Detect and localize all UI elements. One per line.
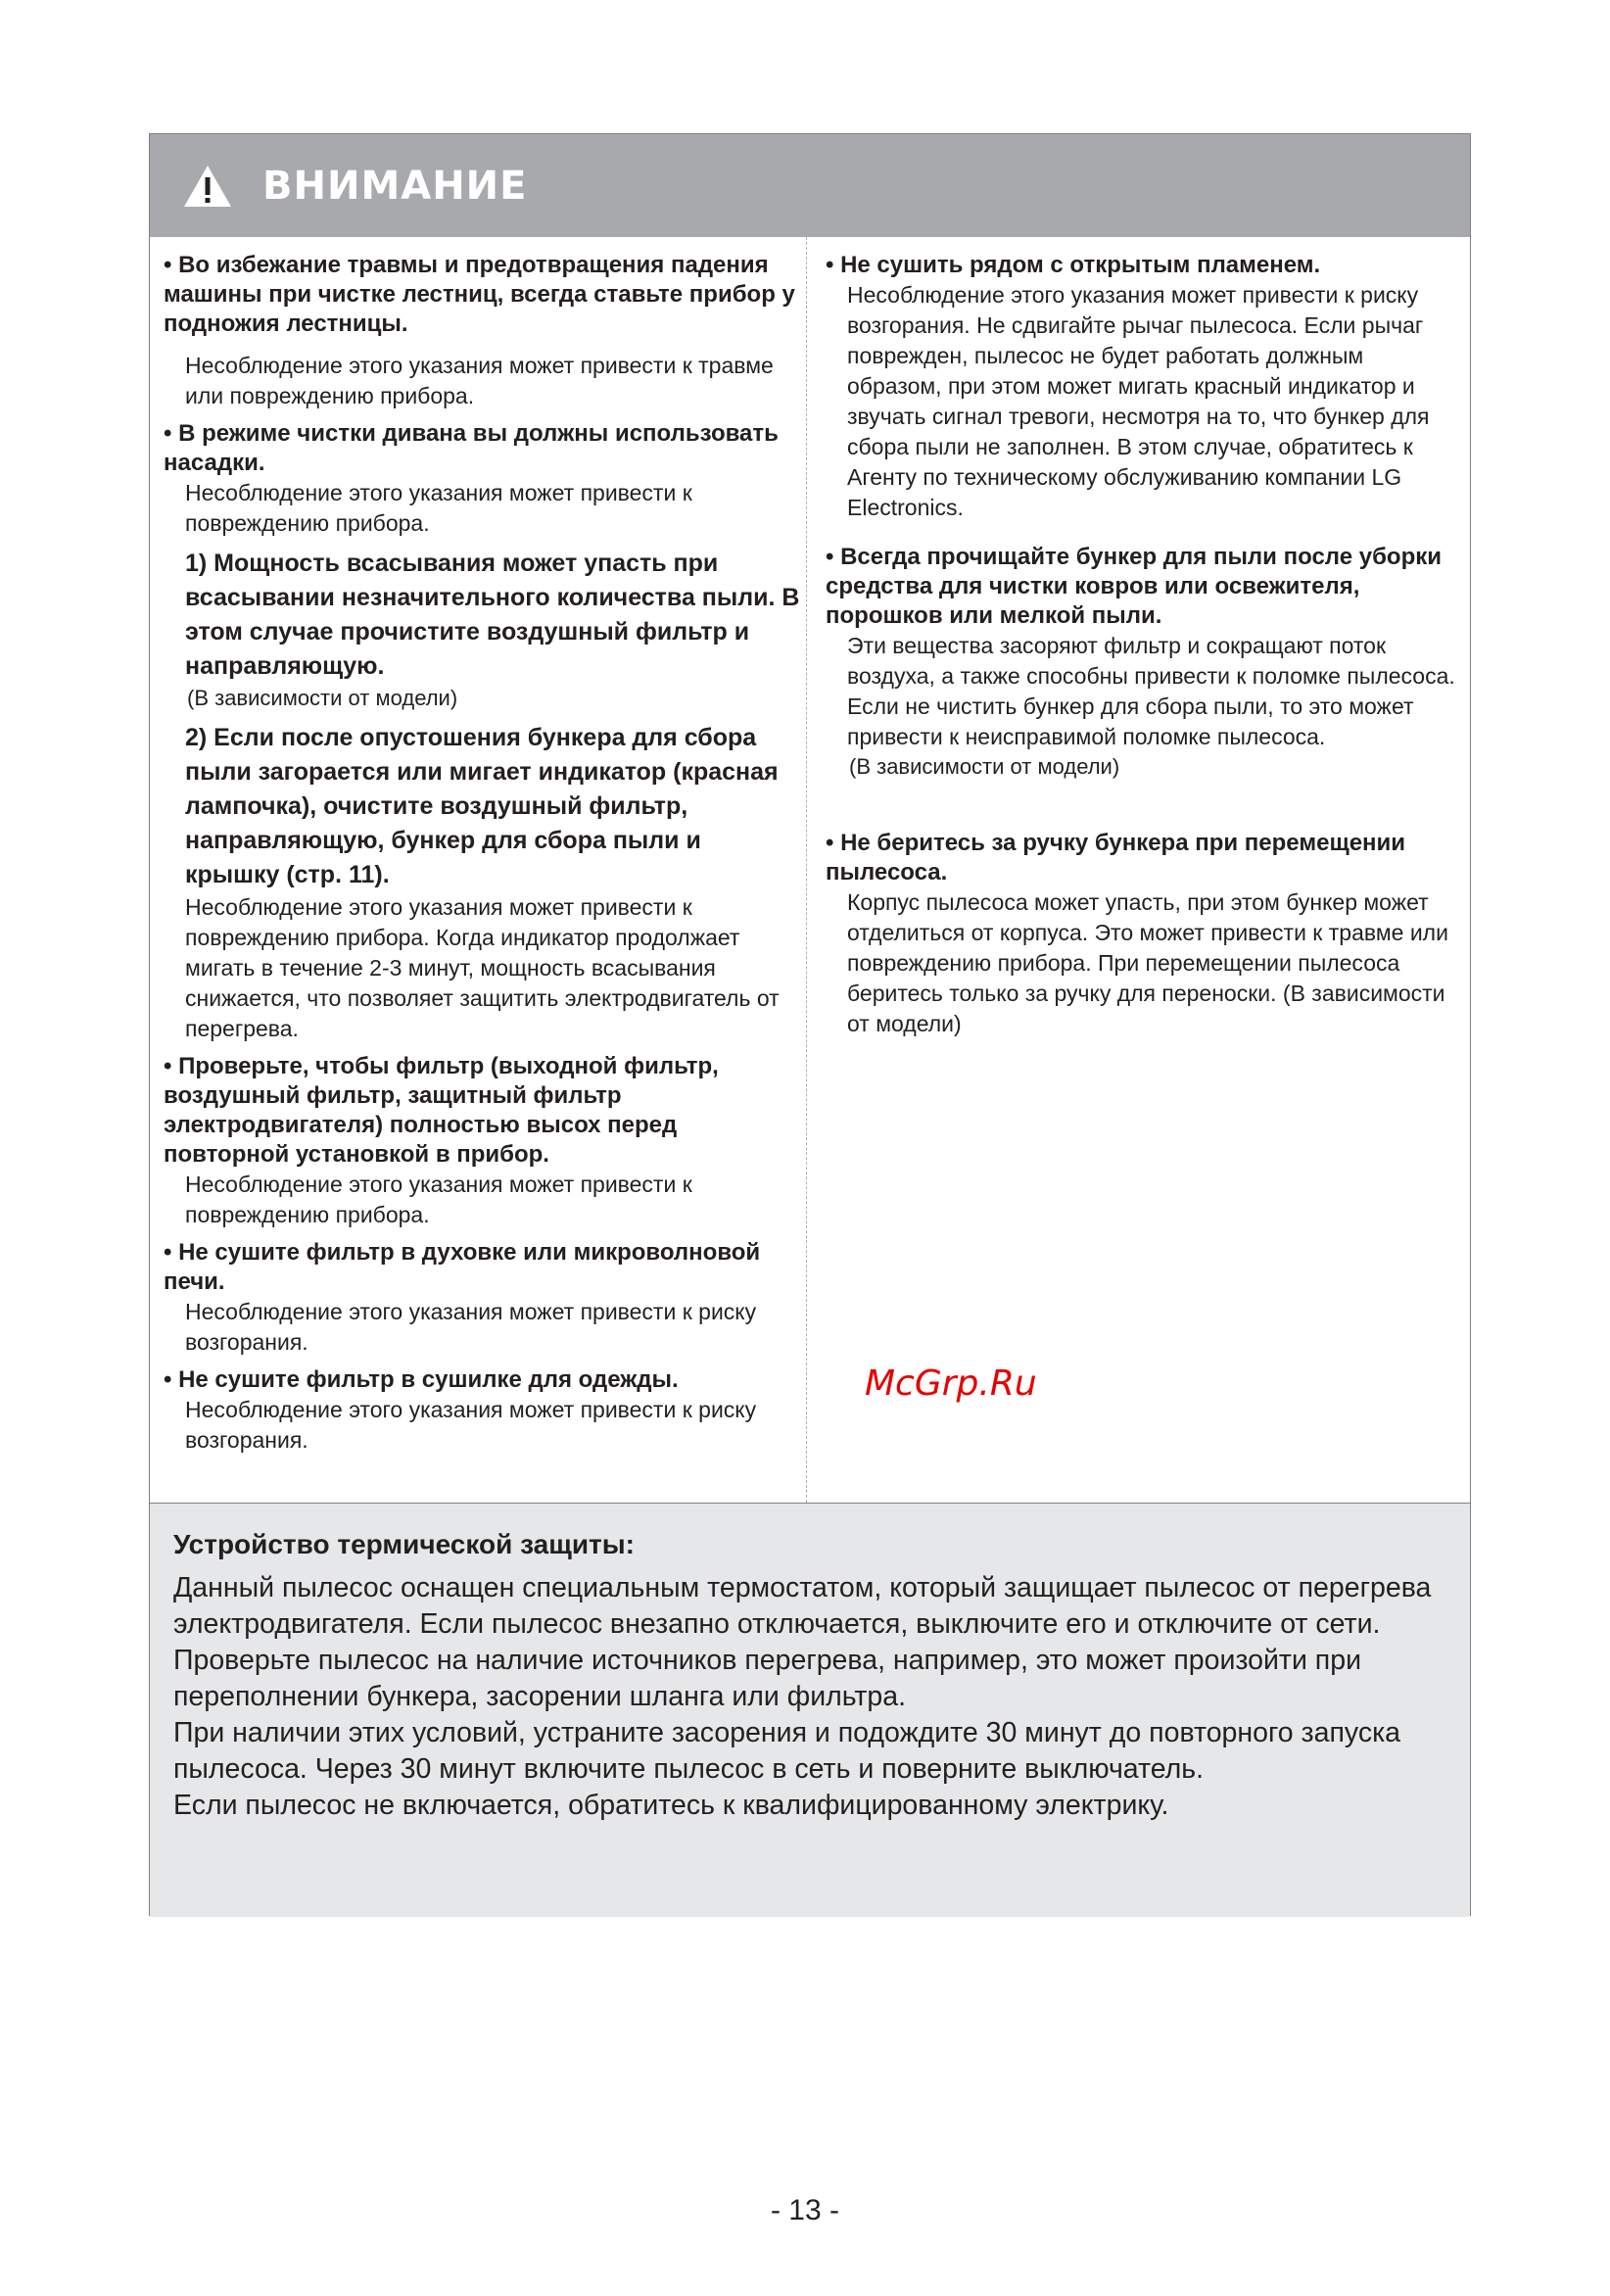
item-text: Эти вещества засоряют фильтр и сокращают поток воздуха, а также способны привести к поломке пылесоса. Если не чистить бункер для сбора пыли, то это может привести к неисправимой поломке пылесоса. (847, 633, 1455, 749)
warning-triangle-icon (182, 164, 233, 209)
model-note: (В зависимости от модели) (849, 754, 1120, 779)
numbered-item (164, 721, 800, 1044)
list-item (826, 251, 1462, 523)
item-heading: • Не беритесь за ручку бункера при перемещении пылесоса. (826, 830, 1406, 885)
item-heading: • Не сушить рядом с открытым пламенем. (826, 252, 1321, 278)
list-item (164, 1365, 800, 1456)
right-column (826, 251, 1462, 1047)
warning-frame (149, 133, 1471, 1916)
warning-header (150, 134, 1470, 237)
list-item (826, 543, 1462, 782)
item-text: Несоблюдение этого указания может привести к повреждению прибора. (185, 1172, 692, 1227)
item-heading: • Проверьте, чтобы фильтр (выходной фильтр, воздушный фильтр, защитный фильтр электродвигателя) полностью высох перед повторной установкой в прибор. (164, 1053, 719, 1168)
list-item (164, 419, 800, 539)
warning-body (150, 237, 1470, 1503)
list-item (164, 1052, 800, 1230)
item-heading: • Не сушите фильтр в сушилке для одежды. (164, 1366, 679, 1393)
list-item (164, 251, 800, 411)
thermal-title: Устройство термической защиты: (173, 1529, 635, 1559)
list-item (826, 829, 1462, 1039)
thermal-paragraph: Если пылесос не включается, обратитесь к квалифицированному электрику. (173, 1790, 1169, 1821)
numbered-item (164, 547, 800, 713)
item-text: Несоблюдение этого указания может привести к риску возгорания. (185, 1397, 757, 1453)
item-text: Несоблюдение этого указания может привести к повреждению прибора. (185, 480, 692, 536)
thermal-paragraph: При наличии этих условий, устраните засорения и подождите 30 минут до повторного запуска пылесоса. Через 30 минут включите пылесос в сеть и поверните выключатель. (173, 1717, 1401, 1785)
thermal-paragraph: Проверьте пылесос на наличие источников перегрева, например, это может произойти при переполнении бункера, засорении шланга или фильтра. (173, 1645, 1361, 1712)
numbered-text: 1) Мощность всасывания может упасть при всасывании незначительного количества пыли. В этом случае прочистите воздушный фильтр и направляющую. (185, 550, 800, 680)
item-heading: • Во избежание травмы и предотвращения падения машины при чистке лестниц, всегда ставьте прибор у подножия лестницы. (164, 252, 795, 337)
item-heading: • Всегда прочищайте бункер для пыли после уборки средства для чистки ковров или освежителя, порошков или мелкой пыли. (826, 544, 1442, 629)
item-heading: • Не сушите фильтр в духовке или микроволновой печи. (164, 1239, 761, 1295)
column-divider (806, 237, 807, 1503)
item-text: Несоблюдение этого указания может привести к повреждению прибора. Когда индикатор продолжает мигать в течение 2-3 минут, мощность всасывания снижается, что позволяет защитить электродвигатель от перегрева. (185, 894, 780, 1041)
left-column (164, 251, 800, 1463)
thermal-paragraph: Данный пылесос оснащен специальным термостатом, который защищает пылесос от перегрева электродвигателя. Если пылесос внезапно отключается, выключите его и отключите от сети. (173, 1572, 1432, 1640)
warning-title: ВНИМАНИЕ (262, 164, 528, 209)
item-text: Несоблюдение этого указания может привести к риску возгорания. (185, 1299, 757, 1355)
list-item (164, 1238, 800, 1358)
numbered-text: 2) Если после опустошения бункера для сбора пыли загорается или мигает индикатор (красная лампочка), очистите воздушный фильтр, направляющую, бункер для сбора пыли и крышку (стр. 11). (185, 724, 779, 888)
item-text: Несоблюдение этого указания может привести к риску возгорания. Не сдвигайте рычаг пылесоса. Если рычаг поврежден, пылесос не будет работать должным образом, при этом может мигать красный индикатор и звучать сигнал тревоги, несмотря на то, что бункер для сбора пыли не заполнен. В этом случае, обратитесь к Агенту по техническому обслуживанию компании LG Electronics. (847, 282, 1430, 520)
item-heading: • В режиме чистки дивана вы должны использовать насадки. (164, 420, 779, 476)
page-number: - 13 - (770, 2194, 840, 2226)
model-note: (В зависимости от модели) (187, 686, 458, 710)
item-text: Корпус пылесоса может упасть, при этом бункер может отделиться от корпуса. Это может привести к травме или повреждению прибора. При перемещении пылесоса беритесь только за ручку для переноски. (В зависимости от модели) (847, 889, 1448, 1036)
item-text: Несоблюдение этого указания может привести к травме или повреждению прибора. (185, 353, 774, 408)
watermark: McGrp.Ru (865, 1363, 1037, 1404)
thermal-protection-box (150, 1503, 1470, 1917)
